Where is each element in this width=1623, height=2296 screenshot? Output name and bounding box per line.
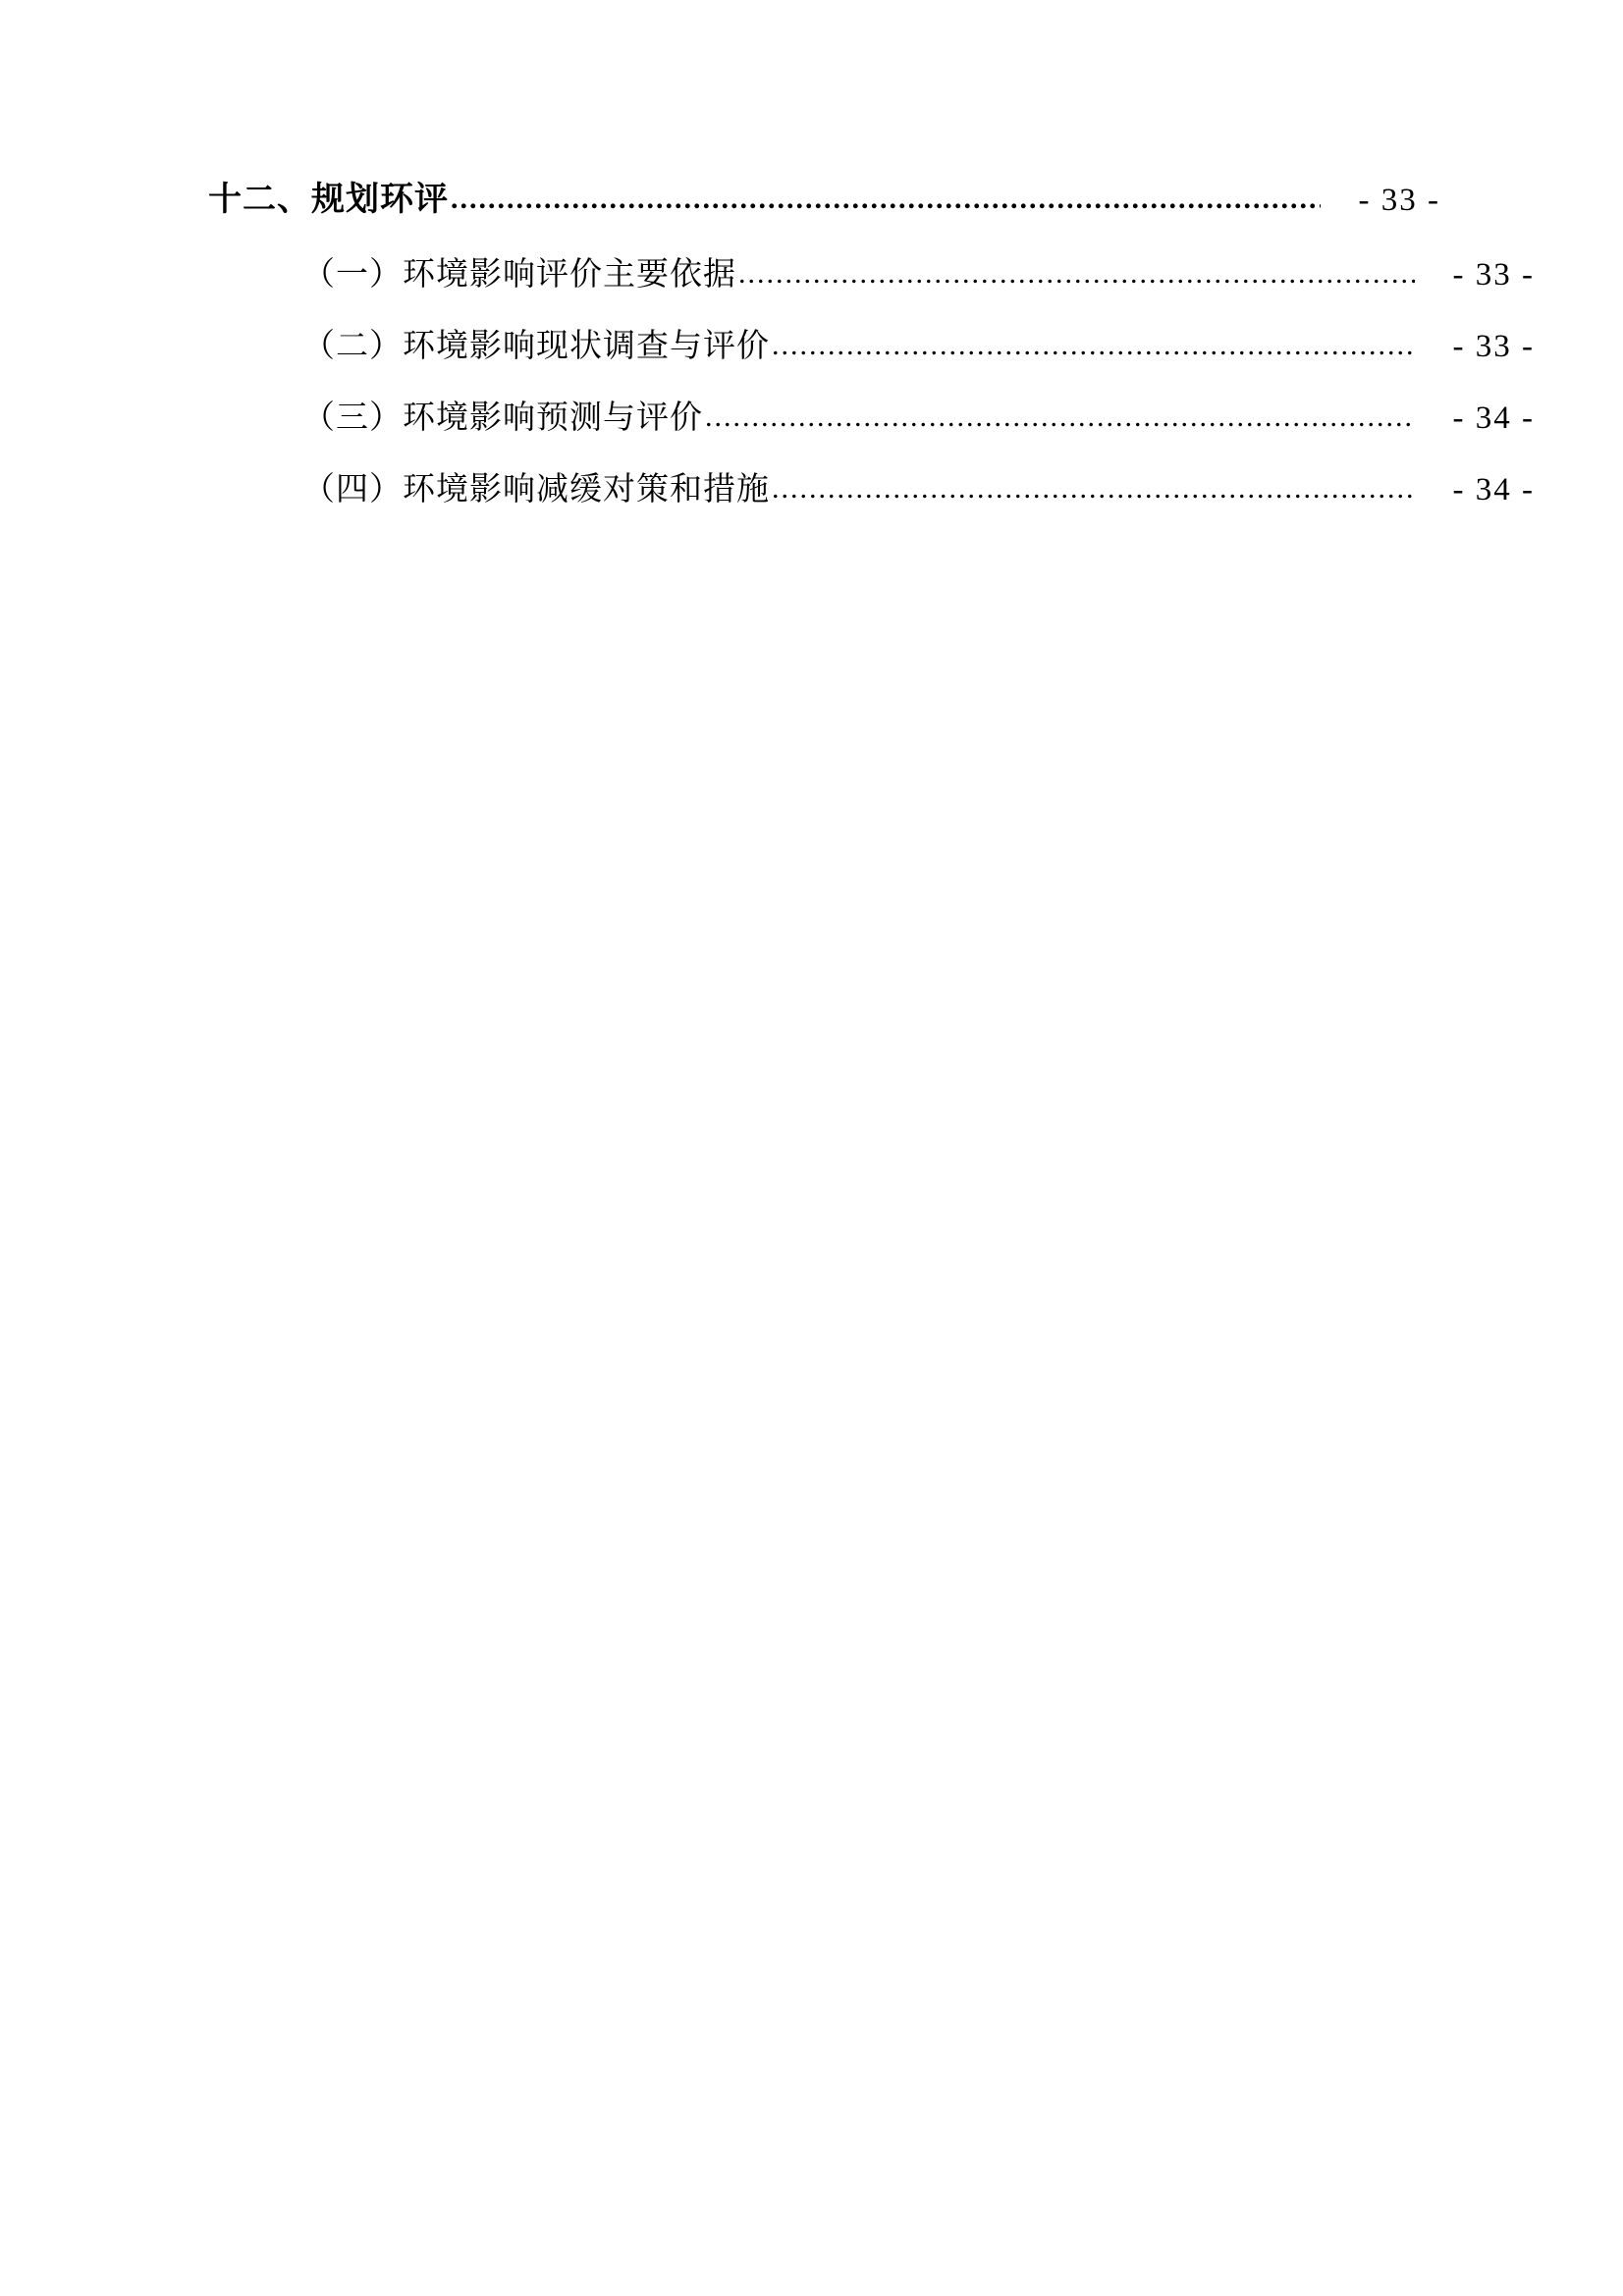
toc-entry-title: （二）环境影响现状调查与评价 (302, 329, 770, 364)
table-of-contents (208, 175, 1535, 537)
toc-entry-page: - 34 - (1452, 400, 1535, 436)
toc-entry-page: - 33 - (1452, 257, 1535, 293)
toc-leader-dots (451, 174, 1321, 225)
toc-entry-title: （四）环境影响减缓对策和措施 (302, 472, 770, 507)
toc-leader-dots (772, 464, 1415, 513)
toc-entry-title: （三）环境影响预测与评价 (302, 400, 703, 436)
toc-entry[interactable] (208, 250, 1535, 300)
toc-leader-dots (738, 249, 1415, 298)
toc-entry-title: 十二、规划环评 (208, 182, 449, 218)
toc-entry[interactable] (208, 322, 1535, 372)
toc-entry-title: （一）环境影响评价主要依据 (302, 257, 736, 293)
toc-entry-page: - 33 - (1358, 183, 1440, 218)
toc-entry-page: - 33 - (1452, 329, 1535, 364)
toc-entry[interactable] (208, 394, 1535, 444)
toc-entry[interactable] (208, 465, 1535, 515)
toc-entry[interactable] (208, 175, 1440, 227)
toc-leader-dots (772, 321, 1415, 370)
toc-leader-dots (705, 393, 1415, 442)
toc-entry-page: - 34 - (1452, 472, 1535, 507)
